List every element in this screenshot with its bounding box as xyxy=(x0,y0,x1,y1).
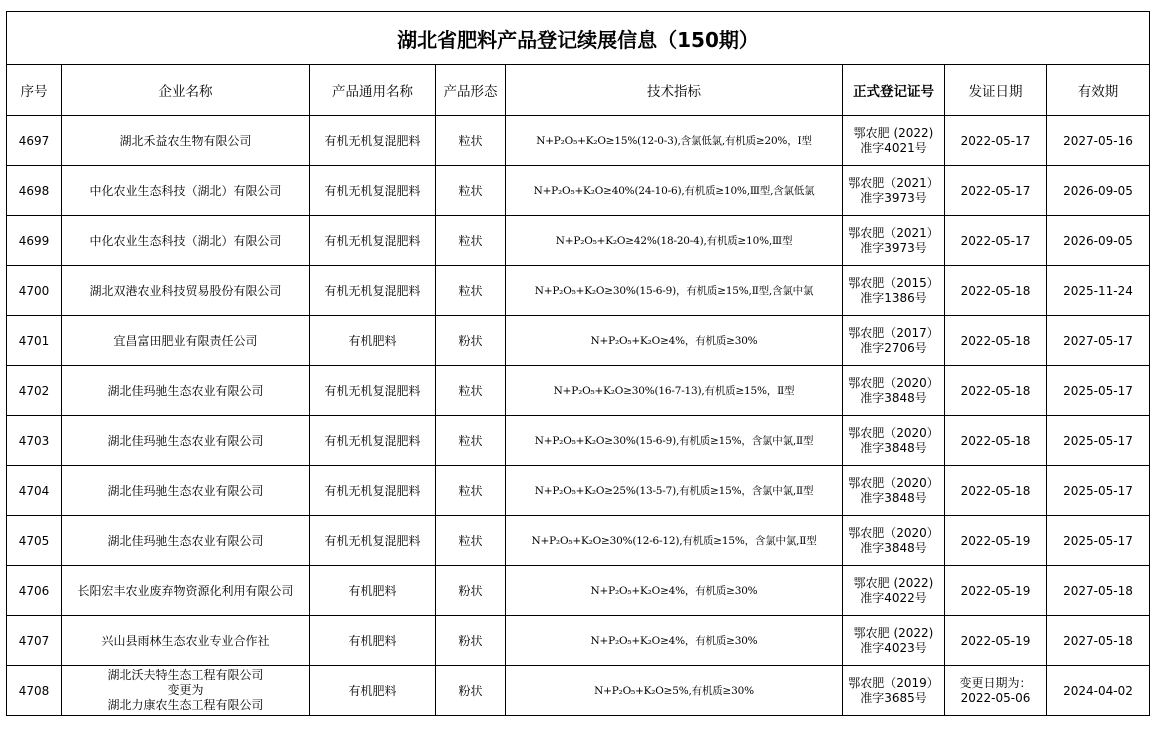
cell-product: 有机无机复混肥料 xyxy=(310,116,436,166)
table-row xyxy=(7,416,1150,466)
cell-product: 有机肥料 xyxy=(310,666,436,716)
page-title: 湖北省肥料产品登记续展信息（150期） xyxy=(7,12,1150,65)
cell-spec: N+P₂O₅+K₂O≥42%(18-20-4),有机质≥10%,Ⅲ型 xyxy=(506,216,843,266)
cell-valid-until: 2025-05-17 xyxy=(1047,416,1150,466)
table-row xyxy=(7,166,1150,216)
cell-issue-date-line: 2022-05-18 xyxy=(960,483,1031,498)
cell-reg-number-line: 准字3973号 xyxy=(860,240,927,255)
table-row xyxy=(7,366,1150,416)
cell-seq: 4708 xyxy=(7,666,62,716)
table-row xyxy=(7,316,1150,366)
cell-valid-until: 2025-05-17 xyxy=(1047,466,1150,516)
cell-form: 粉状 xyxy=(436,666,506,716)
cell-issue-date xyxy=(945,316,1047,366)
cell-reg-number-line: 鄂农肥（2020） xyxy=(848,475,939,490)
cell-seq: 4702 xyxy=(7,366,62,416)
cell-spec: N+P₂O₅+K₂O≥4%，有机质≥30% xyxy=(506,566,843,616)
cell-spec: N+P₂O₅+K₂O≥30%(12-6-12),有机质≥15%，含氯中氯,Ⅱ型 xyxy=(506,516,843,566)
cell-form: 粒状 xyxy=(436,166,506,216)
cell-reg-number xyxy=(843,666,945,716)
cell-issue-date-line: 2022-05-19 xyxy=(960,583,1031,598)
cell-company-line: 湖北佳玛驰生态农业有限公司 xyxy=(107,383,264,398)
cell-seq: 4698 xyxy=(7,166,62,216)
cell-spec: N+P₂O₅+K₂O≥4%，有机质≥30% xyxy=(506,616,843,666)
cell-seq: 4701 xyxy=(7,316,62,366)
cell-company xyxy=(62,216,310,266)
cell-product: 有机无机复混肥料 xyxy=(310,516,436,566)
table-row xyxy=(7,516,1150,566)
table-row xyxy=(7,616,1150,666)
header-row xyxy=(7,65,1150,116)
cell-valid-until: 2025-05-17 xyxy=(1047,366,1150,416)
cell-company-line: 湖北佳玛驰生态农业有限公司 xyxy=(107,433,264,448)
cell-product: 有机肥料 xyxy=(310,616,436,666)
cell-valid-until: 2025-05-17 xyxy=(1047,516,1150,566)
cell-seq: 4703 xyxy=(7,416,62,466)
cell-company-line: 变更为 xyxy=(167,683,204,697)
cell-reg-number-line: 鄂农肥（2015） xyxy=(848,275,939,290)
cell-form: 粉状 xyxy=(436,316,506,366)
cell-company-line: 中化农业生态科技（湖北）有限公司 xyxy=(89,233,282,248)
cell-company xyxy=(62,666,310,716)
table-body xyxy=(7,116,1150,716)
cell-seq: 4706 xyxy=(7,566,62,616)
cell-reg-number-line: 鄂农肥（2020） xyxy=(848,525,939,540)
header-valid-until: 有效期 xyxy=(1047,65,1150,116)
cell-product: 有机无机复混肥料 xyxy=(310,216,436,266)
cell-reg-number-line: 准字3848号 xyxy=(860,390,927,405)
cell-company xyxy=(62,566,310,616)
cell-form: 粒状 xyxy=(436,416,506,466)
cell-company-line: 湖北沃夫特生态工程有限公司 xyxy=(107,668,264,682)
cell-issue-date-line: 2022-05-17 xyxy=(960,233,1031,248)
table-row xyxy=(7,466,1150,516)
cell-issue-date-line: 变更日期为： xyxy=(959,675,1032,690)
cell-company xyxy=(62,516,310,566)
cell-valid-until: 2026-09-05 xyxy=(1047,166,1150,216)
cell-valid-until: 2025-11-24 xyxy=(1047,266,1150,316)
fertilizer-registration-table xyxy=(6,11,1150,716)
cell-issue-date-line: 2022-05-18 xyxy=(960,383,1031,398)
header-seq: 序号 xyxy=(7,65,62,116)
cell-reg-number-line: 鄂农肥 (2022) xyxy=(853,625,934,640)
cell-reg-number-line: 鄂农肥（2021） xyxy=(848,225,939,240)
cell-product: 有机肥料 xyxy=(310,316,436,366)
cell-company xyxy=(62,166,310,216)
cell-issue-date xyxy=(945,116,1047,166)
cell-company-line: 湖北佳玛驰生态农业有限公司 xyxy=(107,483,264,498)
cell-company-line: 湖北禾益农生物有限公司 xyxy=(119,133,252,148)
cell-reg-number xyxy=(843,416,945,466)
cell-reg-number-line: 鄂农肥（2021） xyxy=(848,175,939,190)
cell-company xyxy=(62,266,310,316)
cell-company-line: 兴山县雨林生态农业专业合作社 xyxy=(101,633,270,648)
cell-spec: N+P₂O₅+K₂O≥30%(15-6-9)，有机质≥15%,Ⅱ型,含氯中氯 xyxy=(506,266,843,316)
cell-reg-number xyxy=(843,466,945,516)
cell-product: 有机无机复混肥料 xyxy=(310,266,436,316)
cell-form: 粒状 xyxy=(436,366,506,416)
cell-company-line: 湖北佳玛驰生态农业有限公司 xyxy=(107,533,264,548)
cell-issue-date xyxy=(945,516,1047,566)
cell-product: 有机无机复混肥料 xyxy=(310,466,436,516)
cell-seq: 4705 xyxy=(7,516,62,566)
cell-reg-number-line: 准字3848号 xyxy=(860,540,927,555)
table-row xyxy=(7,666,1150,716)
cell-company xyxy=(62,616,310,666)
cell-company xyxy=(62,466,310,516)
cell-reg-number xyxy=(843,366,945,416)
cell-reg-number-line: 鄂农肥（2020） xyxy=(848,375,939,390)
cell-reg-number-line: 准字4023号 xyxy=(860,640,927,655)
cell-form: 粒状 xyxy=(436,216,506,266)
header-spec: 技术指标 xyxy=(506,65,843,116)
cell-reg-number xyxy=(843,116,945,166)
cell-issue-date-line: 2022-05-17 xyxy=(960,133,1031,148)
cell-seq: 4700 xyxy=(7,266,62,316)
cell-company xyxy=(62,316,310,366)
cell-reg-number xyxy=(843,616,945,666)
cell-product: 有机无机复混肥料 xyxy=(310,366,436,416)
cell-reg-number-line: 鄂农肥（2019） xyxy=(848,675,939,690)
cell-issue-date xyxy=(945,166,1047,216)
cell-reg-number-line: 准字2706号 xyxy=(860,340,927,355)
cell-reg-number-line: 准字3973号 xyxy=(860,190,927,205)
cell-spec: N+P₂O₅+K₂O≥40%(24-10-6),有机质≥10%,Ⅲ型,含氯低氯 xyxy=(506,166,843,216)
cell-form: 粉状 xyxy=(436,566,506,616)
cell-reg-number xyxy=(843,516,945,566)
cell-spec: N+P₂O₅+K₂O≥30%(15-6-9),有机质≥15%，含氯中氯,Ⅱ型 xyxy=(506,416,843,466)
table-row xyxy=(7,266,1150,316)
cell-issue-date xyxy=(945,366,1047,416)
cell-company xyxy=(62,366,310,416)
cell-reg-number xyxy=(843,316,945,366)
cell-issue-date-line: 2022-05-17 xyxy=(960,183,1031,198)
cell-issue-date xyxy=(945,466,1047,516)
cell-reg-number xyxy=(843,166,945,216)
cell-reg-number-line: 准字3848号 xyxy=(860,490,927,505)
cell-reg-number xyxy=(843,266,945,316)
cell-company-line: 湖北双港农业科技贸易股份有限公司 xyxy=(89,283,282,298)
header-issue-date: 发证日期 xyxy=(945,65,1047,116)
cell-seq: 4697 xyxy=(7,116,62,166)
cell-issue-date-line: 2022-05-19 xyxy=(960,533,1031,548)
cell-valid-until: 2027-05-17 xyxy=(1047,316,1150,366)
cell-issue-date xyxy=(945,566,1047,616)
cell-reg-number xyxy=(843,216,945,266)
cell-issue-date xyxy=(945,216,1047,266)
table-row xyxy=(7,116,1150,166)
cell-seq: 4699 xyxy=(7,216,62,266)
cell-company xyxy=(62,116,310,166)
cell-company-line: 中化农业生态科技（湖北）有限公司 xyxy=(89,183,282,198)
cell-seq: 4704 xyxy=(7,466,62,516)
cell-issue-date xyxy=(945,416,1047,466)
cell-reg-number-line: 准字4021号 xyxy=(860,140,927,155)
cell-form: 粒状 xyxy=(436,516,506,566)
header-company: 企业名称 xyxy=(62,65,310,116)
cell-reg-number-line: 准字3685号 xyxy=(860,690,927,705)
cell-spec: N+P₂O₅+K₂O≥30%(16-7-13),有机质≥15%，Ⅱ型 xyxy=(506,366,843,416)
cell-company xyxy=(62,416,310,466)
cell-valid-until: 2027-05-18 xyxy=(1047,566,1150,616)
cell-reg-number-line: 鄂农肥 (2022) xyxy=(853,575,934,590)
cell-spec: N+P₂O₅+K₂O≥4%，有机质≥30% xyxy=(506,316,843,366)
header-form: 产品形态 xyxy=(436,65,506,116)
header-product: 产品通用名称 xyxy=(310,65,436,116)
cell-reg-number xyxy=(843,566,945,616)
cell-company-line: 湖北力康农生态工程有限公司 xyxy=(107,698,264,712)
cell-issue-date-line: 2022-05-18 xyxy=(960,283,1031,298)
cell-product: 有机无机复混肥料 xyxy=(310,166,436,216)
cell-spec: N+P₂O₅+K₂O≥5%,有机质≥30% xyxy=(506,666,843,716)
cell-reg-number-line: 鄂农肥（2017） xyxy=(848,325,939,340)
cell-issue-date-line: 2022-05-18 xyxy=(960,333,1031,348)
cell-issue-date-line: 2022-05-18 xyxy=(960,433,1031,448)
cell-reg-number-line: 准字3848号 xyxy=(860,440,927,455)
cell-reg-number-line: 准字1386号 xyxy=(860,290,927,305)
cell-valid-until: 2027-05-16 xyxy=(1047,116,1150,166)
cell-reg-number-line: 鄂农肥（2020） xyxy=(848,425,939,440)
cell-issue-date-line: 2022-05-19 xyxy=(960,633,1031,648)
cell-spec: N+P₂O₅+K₂O≥15%(12-0-3),含氯低氯,有机质≥20%，Ⅰ型 xyxy=(506,116,843,166)
cell-form: 粒状 xyxy=(436,466,506,516)
cell-form: 粒状 xyxy=(436,116,506,166)
cell-form: 粒状 xyxy=(436,266,506,316)
table-row xyxy=(7,216,1150,266)
header-reg-number: 正式登记证号 xyxy=(843,65,945,116)
cell-product: 有机无机复混肥料 xyxy=(310,416,436,466)
cell-issue-date xyxy=(945,616,1047,666)
cell-seq: 4707 xyxy=(7,616,62,666)
cell-company-line: 长阳宏丰农业废弃物资源化利用有限公司 xyxy=(77,583,294,598)
cell-valid-until: 2026-09-05 xyxy=(1047,216,1150,266)
cell-form: 粉状 xyxy=(436,616,506,666)
cell-issue-date xyxy=(945,666,1047,716)
cell-company-line: 宜昌富田肥业有限责任公司 xyxy=(113,333,258,348)
cell-reg-number-line: 鄂农肥 (2022) xyxy=(853,125,934,140)
table-row xyxy=(7,566,1150,616)
cell-product: 有机肥料 xyxy=(310,566,436,616)
cell-reg-number-line: 准字4022号 xyxy=(860,590,927,605)
cell-issue-date-line: 2022-05-06 xyxy=(960,690,1031,705)
cell-spec: N+P₂O₅+K₂O≥25%(13-5-7),有机质≥15%，含氯中氯,Ⅱ型 xyxy=(506,466,843,516)
cell-valid-until: 2024-04-02 xyxy=(1047,666,1150,716)
cell-valid-until: 2027-05-18 xyxy=(1047,616,1150,666)
cell-issue-date xyxy=(945,266,1047,316)
